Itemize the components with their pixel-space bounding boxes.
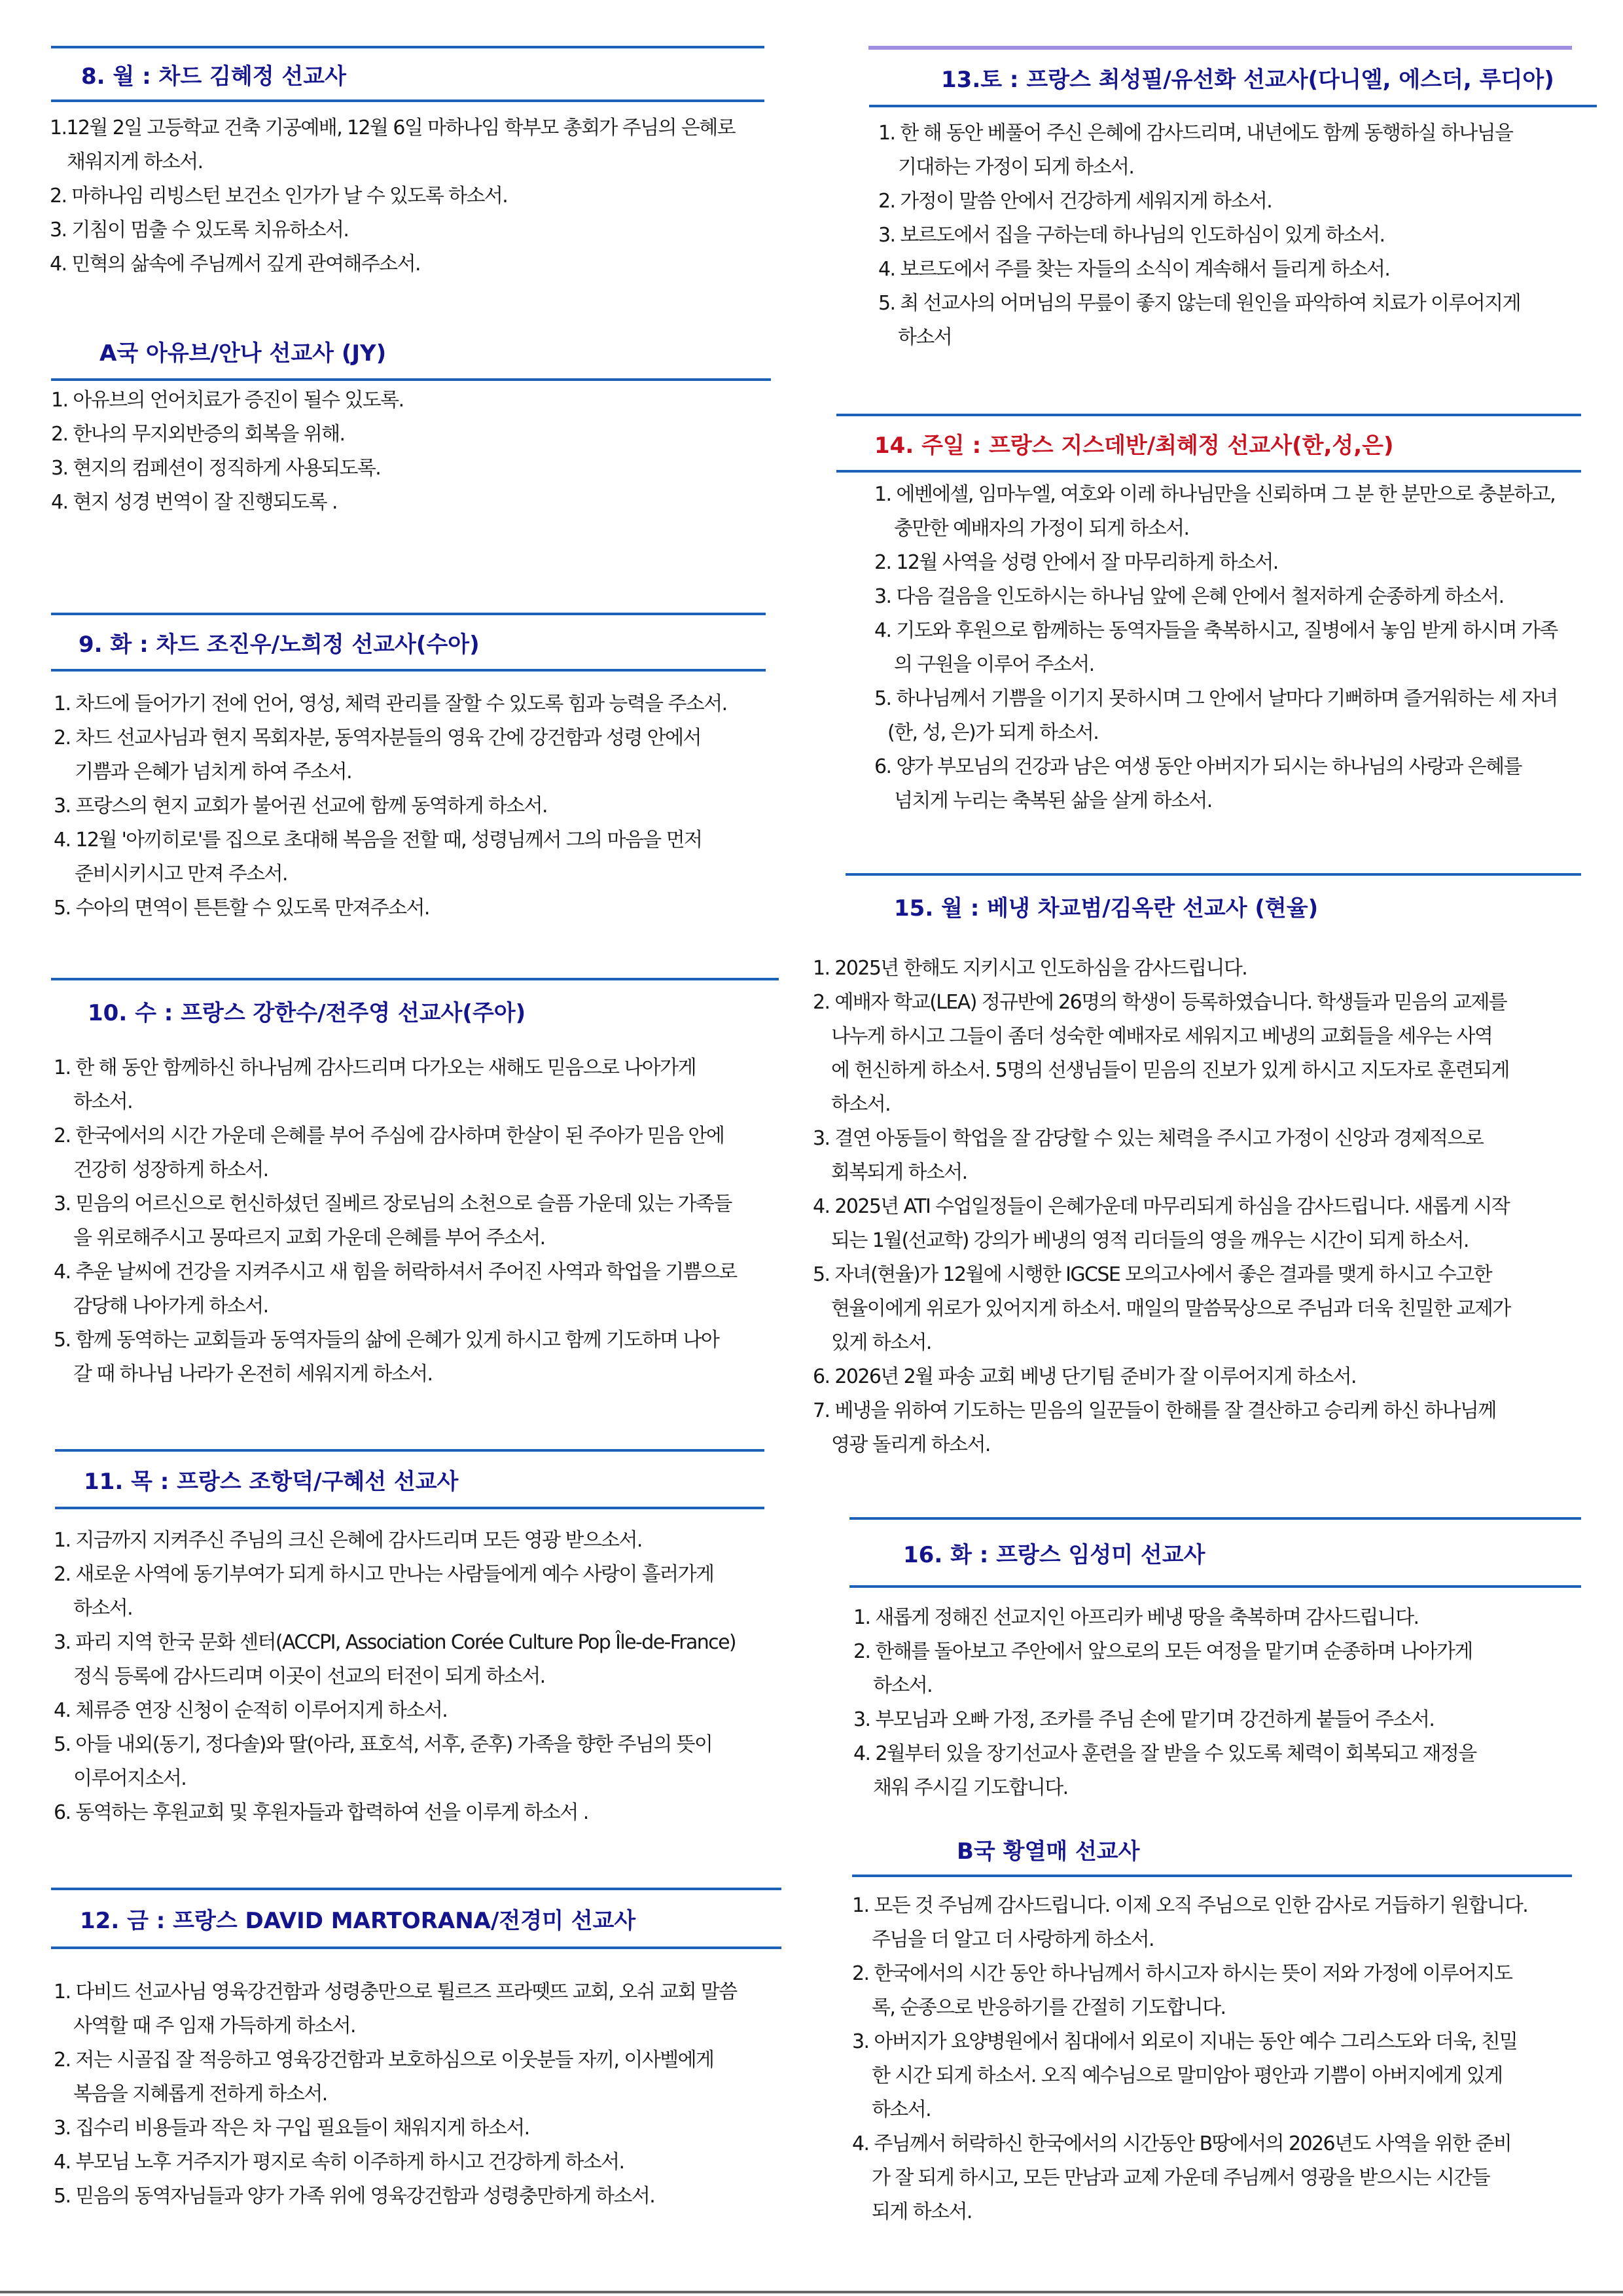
list-item: 1. 모든 것 주님께 감사드립니다. 이제 오직 주님으로 인한 감사로 거듭하기 원합니다. 주님을 더 알고 더 사랑하게 하소서. [852, 1894, 1528, 1951]
bottom-border [0, 2291, 1623, 2293]
section-title: 9. 화 : 차드 조진우/노희정 선교사(수아) [79, 631, 480, 658]
list-item: 7. 베냉을 위하여 기도하는 믿음의 일꾼들이 한해를 잘 결산하고 승리케 하신 하나님께 영광 돌리게 하소서. [813, 1399, 1496, 1456]
section-header [846, 873, 1581, 936]
section-10 [51, 978, 779, 1391]
section-header [836, 414, 1581, 473]
prayer-list [874, 478, 1581, 818]
list-item: 3. 파리 지역 한국 문화 센터(ACCPI, Association Corée Culture Pop Île-de-France) 정식 등록에 감사드리며 이곳이 선교의 터전이 되게 하소서. [54, 1631, 736, 1688]
list-item: 3. 현지의 컴페션이 정직하게 사용되도록. [51, 457, 381, 480]
list-item: 1.12월 2일 고등학교 건축 기공예배, 12월 6일 마하나임 학부모 총회가 주님의 은혜로 채워지게 하소서. [50, 117, 735, 173]
list-item: 5. 하나님께서 기쁨을 이기지 못하시며 그 안에서 날마다 기뻐하며 즐거워하는 세 자녀 (한, 성, 은)가 되게 하소서. [874, 687, 1558, 744]
list-item: 3. 믿음의 어르신으로 헌신하셨던 질베르 장로님의 소천으로 슬픔 가운데 있는 가족들 을 위로해주시고 몽따르지 교회 가운데 은혜를 부어 주소서. [54, 1193, 732, 1249]
list-item: 1. 아유브의 언어치료가 증진이 될수 있도록. [51, 389, 404, 412]
list-item: 2. 한국에서의 시간 가운데 은혜를 부어 주심에 감사하며 한살이 된 주아가 믿음 안에 건강히 성장하게 하소서. [54, 1124, 724, 1181]
prayer-list [51, 384, 771, 520]
list-item: 1. 한 해 동안 함께하신 하나님께 감사드리며 다가오는 새해도 믿음으로 나아가게 하소서. [54, 1056, 696, 1113]
prayer-list [878, 117, 1597, 355]
list-item: 3. 보르도에서 집을 구하는데 하나님의 인도하심이 있게 하소서. [878, 224, 1385, 247]
prayer-list [54, 1975, 781, 2214]
list-item: 6. 양가 부모님의 건강과 남은 여생 동안 아버지가 되시는 하나님의 사랑과 은혜를 넘치게 누리는 축복된 삶을 살게 하소서. [874, 755, 1522, 812]
list-item: 4. 체류증 연장 신청이 순적히 이루어지게 하소서. [54, 1699, 448, 1722]
list-item: 2. 한국에서의 시간 동안 하나님께서 하시고자 하시는 뜻이 저와 가정에 이루어지도 록, 순종으로 반응하기를 간절히 기도합니다. [852, 1962, 1512, 2019]
section-title: 12. 금 : 프랑스 DAVID MARTORANA/전경미 선교사 [80, 1907, 636, 1934]
prayer-list [54, 687, 766, 925]
prayer-list [813, 952, 1581, 1462]
section-11 [55, 1449, 764, 1830]
section-12 [51, 1888, 781, 2214]
list-item: 1. 에벤에셀, 임마누엘, 여호와 이레 하나님만을 신뢰하며 그 분 한 분만으로 충분하고, 충만한 예배자의 가정이 되게 하소서. [874, 483, 1556, 540]
section-header [849, 1517, 1581, 1588]
list-item: 2. 저는 시골집 잘 적응하고 영육강건함과 보호하심으로 이웃분들 자끼, 이사벨에게 복음을 지혜롭게 전하게 하소서. [54, 2049, 714, 2106]
section-8 [51, 46, 764, 281]
prayer-list [50, 111, 764, 281]
list-item: 3. 결연 아동들이 학업을 잘 감당할 수 있는 체력을 주시고 가정이 신앙과 경제적으로 회복되게 하소서. [813, 1127, 1484, 1184]
list-item: 4. 12월 '아끼히로'를 집으로 초대해 복음을 전할 때, 성령님께서 그의 마음을 먼저 준비시키시고 만져 주소서. [54, 829, 702, 886]
list-item: 5. 믿음의 동역자님들과 양가 가족 위에 영육강건함과 성령충만하게 하소서. [54, 2185, 655, 2208]
section-header [51, 1888, 781, 1949]
list-item: 5. 최 선교사의 어머님의 무릎이 좋지 않는데 원인을 파악하여 치료가 이루어지게 하소서 [878, 292, 1520, 349]
list-item: 2. 예배자 학교(LEA) 정규반에 26명의 학생이 등록하였습니다. 학생들과 믿음의 교제를 나누게 하시고 그들이 좀더 성숙한 예배자로 세워지고 베냉의 교회들을 세우는 사역 에 헌신하게 하소서. 5명의 선생님들이 믿음의 진보가 있게 하시고 지도자로 훈련되게 하소서. [813, 991, 1509, 1116]
list-item: 1. 차드에 들어가기 전에 언어, 영성, 체력 관리를 잘할 수 있도록 힘과 능력을 주소서. [54, 692, 727, 715]
list-item: 2. 마하나임 리빙스턴 보건소 인가가 날 수 있도록 하소서. [50, 185, 508, 207]
prayer-list [54, 1524, 764, 1830]
section-13 [869, 50, 1597, 355]
section-title: 16. 화 : 프랑스 임성미 선교사 [903, 1541, 1205, 1568]
list-item: 5. 수아의 면역이 튼튼할 수 있도록 만져주소서. [54, 897, 429, 920]
section-header [51, 46, 764, 102]
list-item: 2. 한해를 돌아보고 주안에서 앞으로의 모든 여정을 맡기며 순종하며 나아가게 하소서. [853, 1640, 1472, 1697]
section-a-country [51, 323, 771, 520]
list-item: 4. 2025년 ATI 수업일정들이 은혜가운데 마무리되게 하심을 감사드립니다. 새롭게 시작 되는 1월(선교학) 강의가 베냉의 영적 리더들의 영을 깨우는 시간이 되게 하소서. [813, 1195, 1510, 1252]
list-item: 5. 함께 동역하는 교회들과 동역자들의 삶에 은혜가 있게 하시고 함께 기도하며 나아 갈 때 하나님 나라가 온전히 세워지게 하소서. [54, 1329, 719, 1386]
section-header [869, 50, 1597, 107]
section-title: 11. 목 : 프랑스 조항덕/구혜선 선교사 [84, 1468, 459, 1495]
section-b-country [852, 1823, 1572, 2229]
section-title: 8. 월 : 차드 김혜정 선교사 [81, 63, 346, 90]
list-item: 5. 자녀(현율)가 12월에 시행한 IGCSE 모의고사에서 좋은 결과를 맺게 하시고 수고한 현율이에게 위로가 있어지게 하소서. 매일의 말씀묵상으로 주님과 더욱 친밀한 교제가 있게 하소서. [813, 1263, 1510, 1354]
list-item: 1. 2025년 한해도 지키시고 인도하심을 감사드립니다. [813, 957, 1247, 980]
prayer-list [54, 1051, 779, 1391]
section-15 [813, 873, 1581, 1462]
list-item: 6. 동역하는 후원교회 및 후원자들과 합력하여 선을 이루게 하소서 . [54, 1801, 588, 1824]
section-14 [836, 414, 1581, 818]
prayer-list [853, 1601, 1581, 1805]
list-item: 1. 다비드 선교사님 영육강건함과 성령충만으로 튈르즈 프라뗏뜨 교회, 오쉬 교회 말씀 사역할 때 주 임재 가득하게 하소서. [54, 1981, 737, 2037]
section-title: 15. 월 : 베냉 차교범/김옥란 선교사 (현율) [894, 895, 1319, 922]
section-header [55, 1449, 764, 1509]
section-header [51, 978, 779, 1041]
list-item: 5. 아들 내외(동기, 정다솔)와 딸(아라, 표호석, 서후, 준후) 가족을 향한 주님의 뜻이 이루어지소서. [54, 1733, 713, 1790]
section-title: 13.토 : 프랑스 최성필/유선화 선교사(다니엘, 에스더, 루디아) [941, 66, 1554, 93]
section-header [51, 323, 771, 381]
prayer-list [852, 1889, 1572, 2229]
list-item: 3. 집수리 비용들과 작은 차 구입 필요들이 채워지게 하소서. [54, 2117, 529, 2140]
list-item: 4. 기도와 후원으로 함께하는 동역자들을 축복하시고, 질병에서 놓임 받게 하시며 가족 의 구원을 이루어 주소서. [874, 619, 1558, 676]
list-item: 4. 주님께서 허락하신 한국에서의 시간동안 B땅에서의 2026년도 사역을 위한 준비 가 잘 되게 하시고, 모든 만남과 교제 가운데 주님께서 영광을 받으시는 시간들 되게 하소서. [852, 2132, 1512, 2223]
list-item: 3. 아버지가 요양병원에서 침대에서 외로이 지내는 동안 예수 그리스도와 더욱, 친밀 한 시간 되게 하소서. 오직 예수님으로 말미암아 평안과 기쁨이 아버지에게 있게 하소서. [852, 2030, 1518, 2121]
section-16 [849, 1517, 1581, 1805]
list-item: 2. 한나의 무지외반증의 회복을 위해. [51, 423, 345, 446]
list-item: 6. 2026년 2월 파송 교회 베냉 단기팀 준비가 잘 이루어지게 하소서. [813, 1365, 1356, 1388]
list-item: 1. 새롭게 정해진 선교지인 아프리카 베냉 땅을 축복하며 감사드립니다. [853, 1606, 1419, 1629]
section-9 [51, 613, 766, 925]
list-item: 4. 민혁의 삶속에 주님께서 깊게 관여해주소서. [50, 253, 420, 276]
section-title: 10. 수 : 프랑스 강한수/전주영 선교사(주아) [88, 999, 526, 1026]
section-title: B국 황열매 선교사 [957, 1838, 1140, 1865]
list-item: 3. 기침이 멈출 수 있도록 치유하소서. [50, 219, 349, 242]
list-item: 3. 프랑스의 현지 교회가 불어권 선교에 함께 동역하게 하소서. [54, 795, 547, 817]
list-item: 4. 보르도에서 주를 찾는 자들의 소식이 계속해서 들리게 하소서. [878, 258, 1390, 281]
list-item: 1. 한 해 동안 베풀어 주신 은혜에 감사드리며, 내년에도 함께 동행하실 하나님을 기대하는 가정이 되게 하소서. [878, 122, 1513, 179]
list-item: 4. 2월부터 있을 장기선교사 훈련을 잘 받을 수 있도록 체력이 회복되고 재정을 채워 주시길 기도합니다. [853, 1742, 1476, 1799]
section-title: A국 아유브/안나 선교사 (JY) [99, 340, 387, 367]
section-title: 14. 주일 : 프랑스 지스데반/최혜정 선교사(한,성,은) [874, 432, 1394, 459]
list-item: 2. 12월 사역을 성령 안에서 잘 마무리하게 하소서. [874, 551, 1278, 574]
list-item: 4. 부모님 노후 거주지가 평지로 속히 이주하게 하시고 건강하게 하소서. [54, 2151, 624, 2174]
list-item: 3. 다음 걸음을 인도하시는 하나님 앞에 은혜 안에서 철저하게 순종하게 하소서. [874, 585, 1504, 608]
section-header [51, 613, 766, 672]
list-item: 2. 새로운 사역에 동기부여가 되게 하시고 만나는 사람들에게 예수 사랑이 흘러가게 하소서. [54, 1563, 714, 1620]
list-item: 4. 현지 성경 번역이 잘 진행되도록 . [51, 491, 337, 514]
list-item: 2. 차드 선교사님과 현지 목회자분, 동역자분들의 영육 간에 강건함과 성령 안에서 기쁨과 은혜가 넘치게 하여 주소서. [54, 726, 701, 783]
section-header [852, 1823, 1572, 1877]
list-item: 4. 추운 날씨에 건강을 지켜주시고 새 힘을 허락하셔서 주어진 사역과 학업을 기쁨으로 감당해 나아가게 하소서. [54, 1261, 737, 1318]
list-item: 1. 지금까지 지켜주신 주님의 크신 은혜에 감사드리며 모든 영광 받으소서. [54, 1529, 642, 1552]
list-item: 2. 가정이 말씀 안에서 건강하게 세워지게 하소서. [878, 190, 1272, 213]
list-item: 3. 부모님과 오빠 가정, 조카를 주님 손에 맡기며 강건하게 붙들어 주소서. [853, 1708, 1435, 1731]
